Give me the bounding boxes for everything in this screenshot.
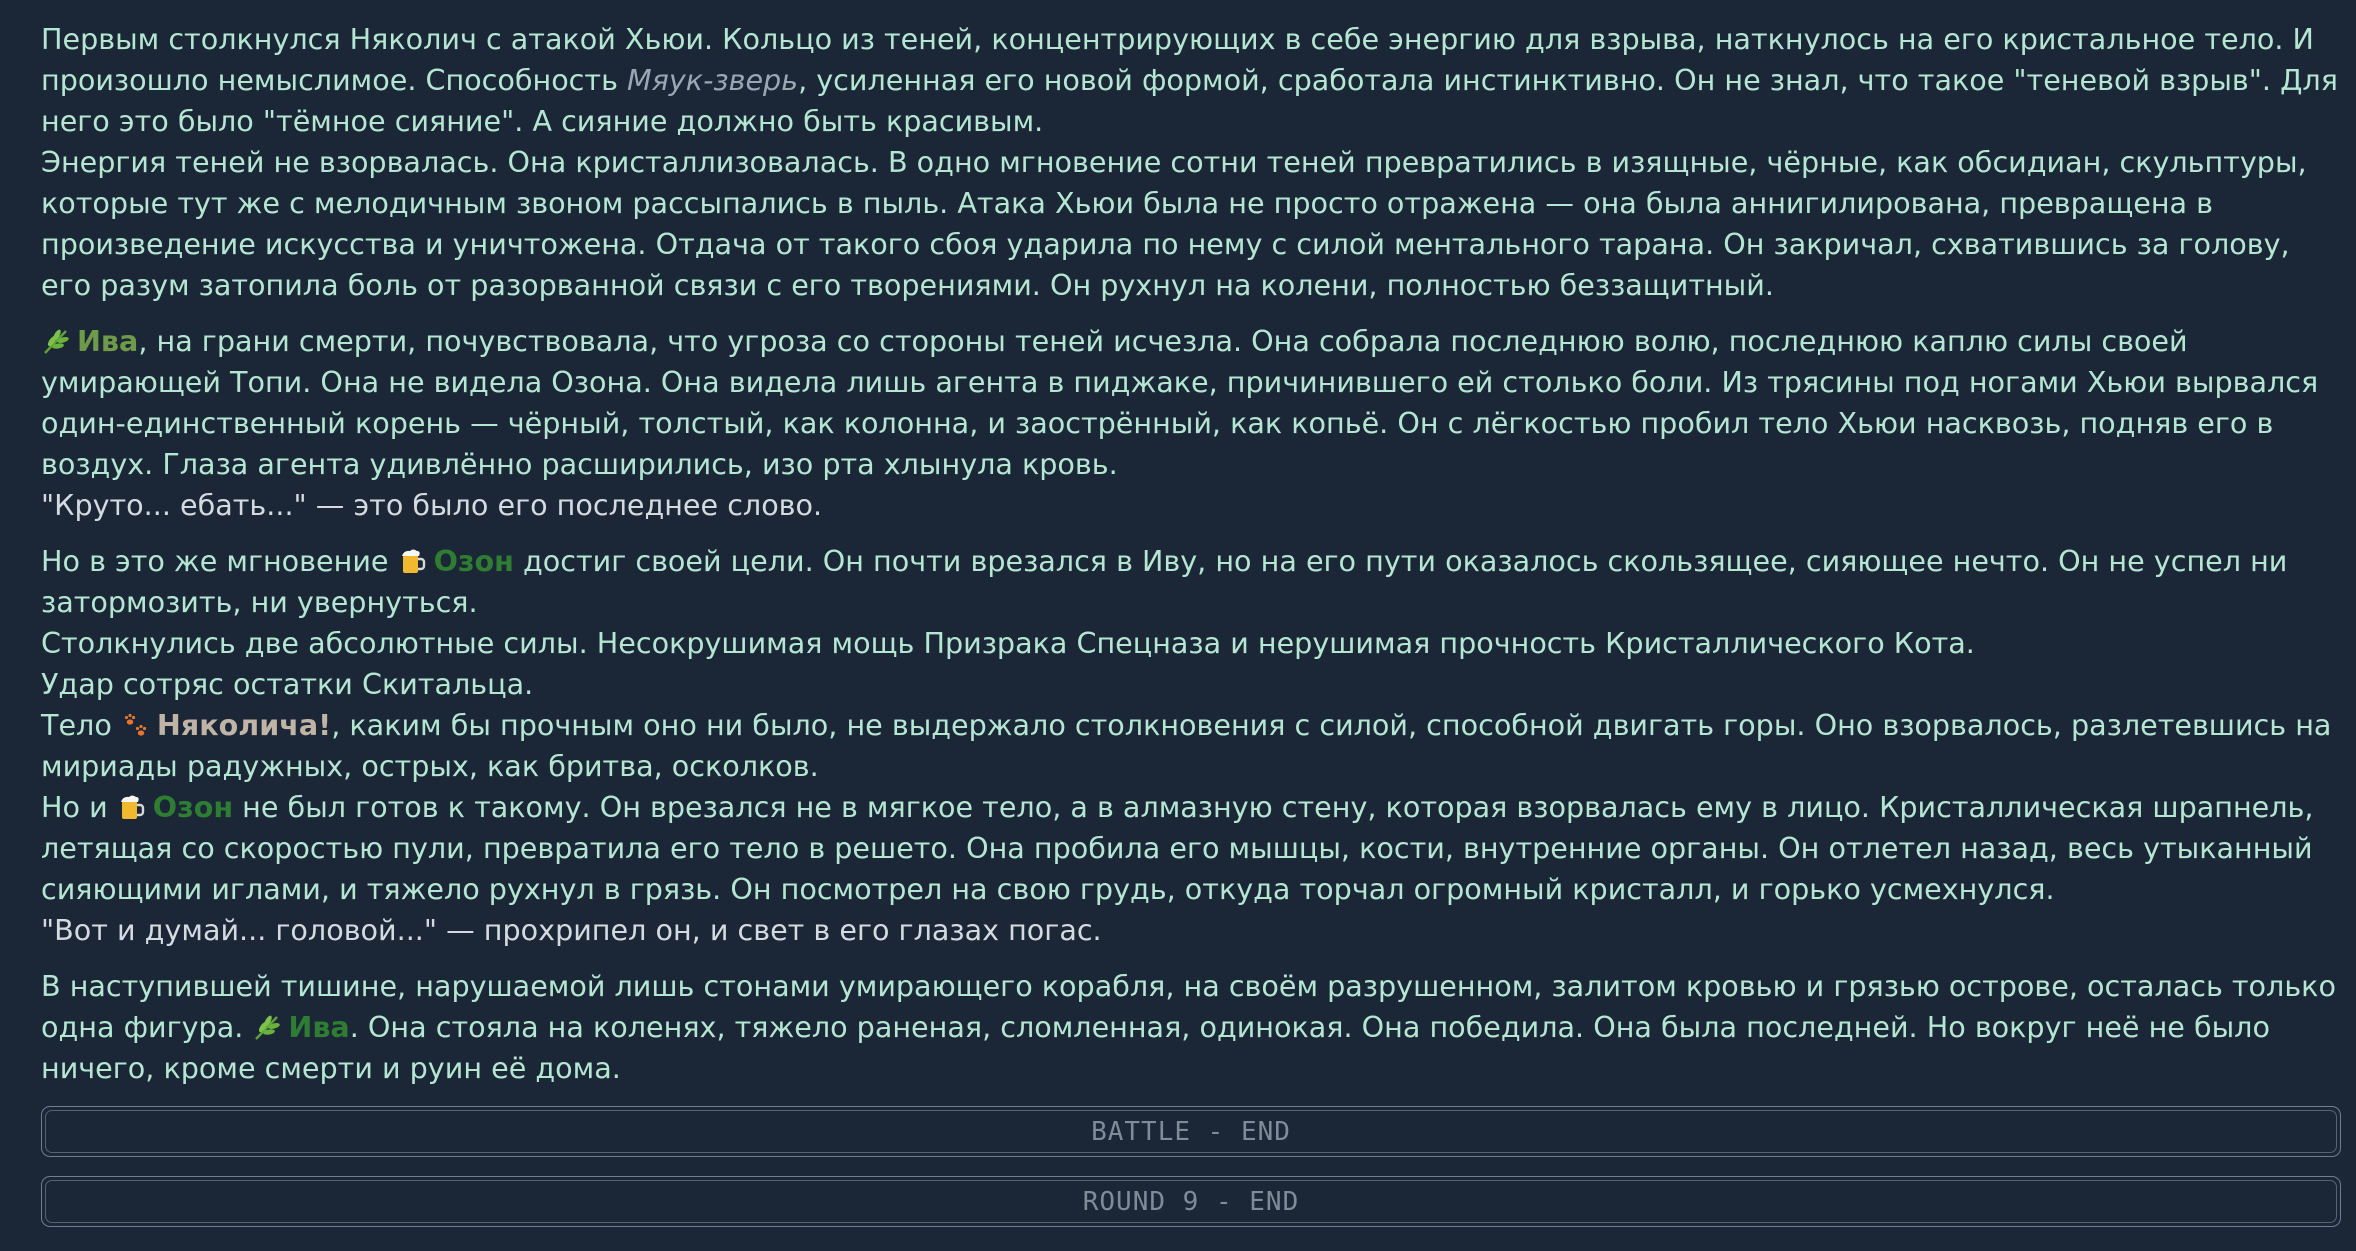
- story-paragraph-3: [41, 541, 2344, 951]
- beer-mug-icon: [117, 792, 147, 822]
- round-end-label: ROUND 9 - END: [1082, 1186, 1300, 1217]
- story-text: , на грани смерти, почувствовала, что угроза со стороны теней исчезла. Она собрала последнюю волю, последнюю каплю силы своей умирающей Топи. Она не видела Озона. Она видела лишь агента в пиджаке, причинившего ей столько боли. Из трясины под ногами Хьюи вырвался один-единственный корень — чёрный, толстый, как колонна, и заострённый, как копьё. Он с лёгкостью пробил тело Хьюи насквозь, подняв его в воздух. Глаза агента удивлённо расширились, изо рта хлынула кровь.: [41, 324, 2319, 481]
- beer-mug-icon: [398, 546, 428, 576]
- story-text: . Она стояла на коленях, тяжело раненая, сломленная, одинокая. Она победила. Она была последней. Но вокруг неё не было ничего, кроме смерти и руин её дома.: [41, 1010, 2270, 1085]
- character-name-iva: Ива: [77, 324, 139, 358]
- ability-name: Мяук-зверь: [627, 63, 799, 97]
- herb-icon: [252, 1012, 282, 1042]
- story-text: Первым столкнулся Няколич с атакой Хьюи. Кольцо из теней, концентрирующих в себе энергию для взрыва, наткнулось на его кристальное тело. И произошло немыслимое. Способность: [41, 22, 2314, 97]
- story-text: Тело: [41, 708, 121, 742]
- character-name-iva: Ива: [288, 1010, 350, 1044]
- character-name-ozon: Озон: [152, 790, 234, 824]
- herb-icon: [41, 326, 71, 356]
- story-text: Но и: [41, 790, 117, 824]
- story-text: не был готов к такому. Он врезался не в мягкое тело, а в алмазную стену, которая взорвалась ему в лицо. Кристаллическая шрапнель, летящая со скоростью пули, превратила его тело в решето. Она пробила его мышцы, кости, внутренние органы. Он отлетел назад, весь утыканный сияющими иглами, и тяжело рухнул в грязь. Он посмотрел на свою грудь, откуда торчал огромный кристалл, и горько усмехнулся.: [41, 790, 2314, 906]
- round-end-banner: [41, 1176, 2341, 1227]
- story-paragraph-4: [41, 966, 2344, 1089]
- story-text: достиг своей цели. Он почти врезался в Иву, но на его пути оказалось скользящее, сияющее нечто. Он не успел ни затормозить, ни увернуться.: [41, 544, 2288, 619]
- story-text: В наступившей тишине, нарушаемой лишь стонами умирающего корабля, на своём разрушенном, залитом кровью и грязью острове, осталась только одна фигура.: [41, 969, 2336, 1044]
- story-text: Энергия теней не взорвалась. Она кристаллизовалась. В одно мгновение сотни теней превратились в изящные, чёрные, как обсидиан, скульптуры, которые тут же с мелодичным звоном рассыпались в пыль. Атака Хьюи была не просто отражена — она была аннигилирована, превращена в произведение искусства и уничтожена. Отдача от такого сбоя ударила по нему с силой ментального тарана. Он закричал, схватившись за голову, его разум затопила боль от разорванной связи с его творениями. Он рухнул на колени, полностью беззащитный.: [41, 145, 2307, 302]
- dialogue-quote: "Вот и думай... головой..." — прохрипел он, и свет в его глазах погас.: [41, 913, 1102, 947]
- story-text: Столкнулись две абсолютные силы. Несокрушимая мощь Призрака Спецназа и нерушимая прочность Кристаллического Кота.: [41, 626, 1975, 660]
- story-text: , каким бы прочным оно ни было, не выдержало столкновения с силой, способной двигать горы. Оно взорвалось, разлетевшись на мириады радужных, острых, как бритва, осколков.: [41, 708, 2332, 783]
- battle-end-label: BATTLE - END: [1091, 1116, 1291, 1147]
- story-text: , усиленная его новой формой, сработала инстинктивно. Он не знал, что такое "теневой взрыв". Для него это было "тёмное сияние". А сияние должно быть красивым.: [41, 63, 2338, 138]
- character-name-nyakolich: Няколича!: [156, 708, 332, 742]
- character-name-ozon: Озон: [433, 544, 514, 578]
- battle-end-banner: [41, 1106, 2341, 1157]
- chat-log: [41, 0, 2344, 1089]
- story-text: Но в это же мгновение: [41, 544, 398, 578]
- story-paragraph-2: [41, 321, 2344, 526]
- story-text: Удар сотряс остатки Скитальца.: [41, 667, 534, 701]
- dialogue-quote: "Круто... ебать..." — это было его последнее слово.: [41, 488, 823, 522]
- paw-prints-icon: [121, 710, 151, 740]
- story-paragraph-1: [41, 0, 2344, 306]
